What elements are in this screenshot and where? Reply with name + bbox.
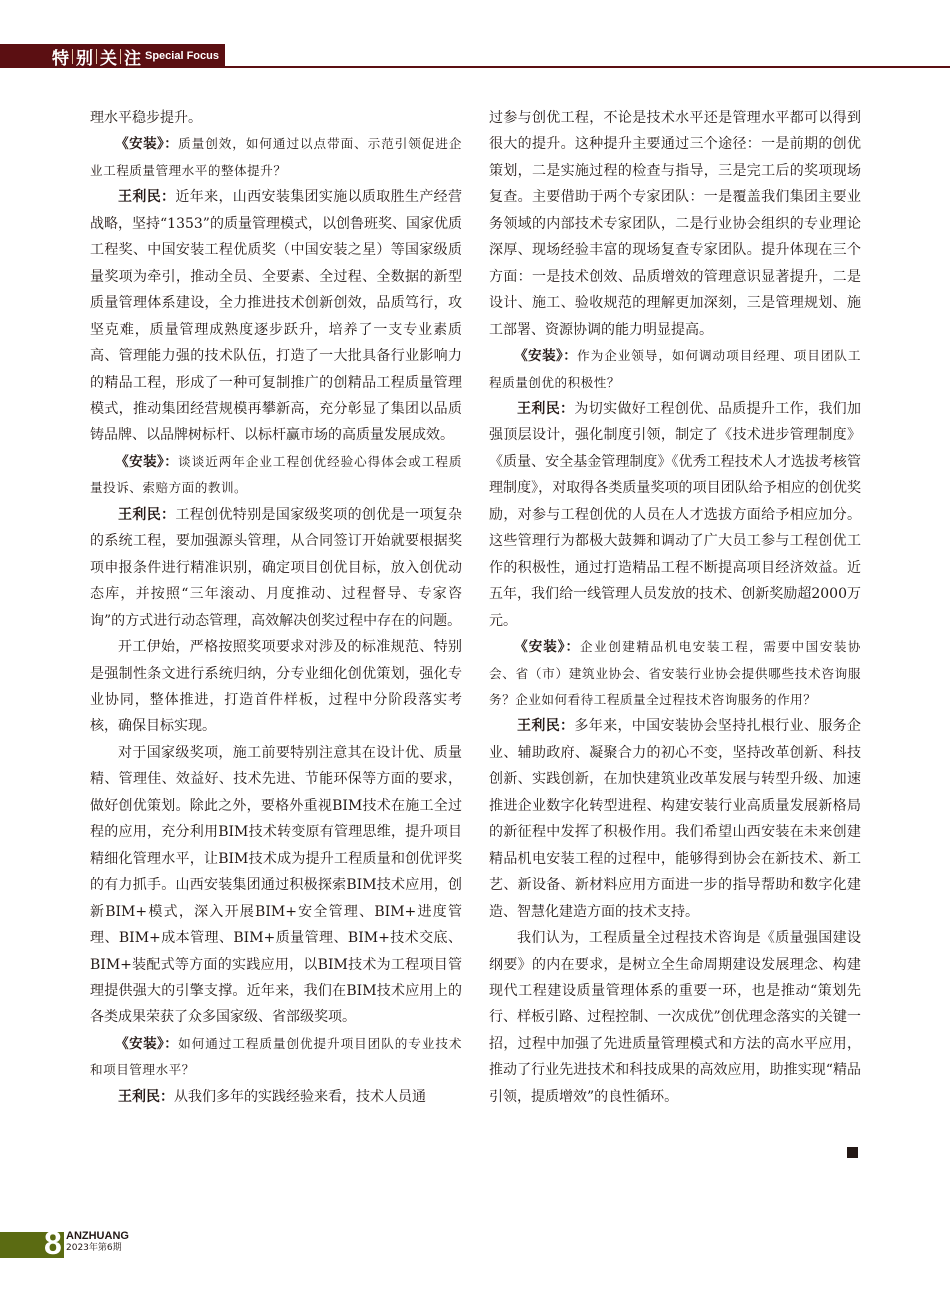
section-header-tab [0, 44, 225, 68]
paragraph-text: 质量创效，如何通过以点带面、示范引领促进企业工程质量管理水平的整体提升？ [90, 136, 463, 178]
paragraph-text: 如何通过工程质量创优提升项目团队的专业技术和项目管理水平？ [90, 1035, 463, 1078]
interview-answer [489, 396, 861, 634]
interviewee-label: 王利民： [517, 400, 575, 417]
interview-answer [90, 502, 462, 634]
end-of-article-mark [847, 1147, 858, 1158]
interview-answer [90, 1084, 462, 1110]
section-title-english: Special Focus [145, 50, 219, 62]
paragraph-text: 谈谈近两年企业工程创优经验心得体会或工程质量投诉、索赔方面的教训。 [90, 453, 463, 496]
section-title [52, 44, 141, 69]
paragraph-text: 对于国家级奖项，施工前要特别注意其在设计优、质量精、管理佳、效益好、技术先进、节能环保等方面的要求，做好创优策划。除此之外，要格外重视BIM技术在施工全过程的应用，充分利用BIM技术转变原有管理思维，提升项目精细化管理水平，让BIM技术成为提升工程质量和创优评奖的有力抓手。山西安装集团通过积极探索BIM技术应用，创新BIM+模式，深入开展BIM+安全管理、BIM+进度管理、BIM+成本管理、BIM+质量管理、BIM+技术交底、BIM+装配式等方面的实践应用，以BIM技术为工程项目管理提供强大的引擎支撑。近年来，我们在BIM技术应用上的各类成果荣获了众多国家级、省部级奖项。 [90, 744, 462, 1026]
page-number: 8 [44, 1225, 62, 1261]
body-paragraph [90, 105, 462, 131]
interview-question [90, 449, 462, 502]
paragraph-text: 作为企业领导，如何调动项目经理、项目团队工程质量创优的积极性？ [489, 348, 862, 390]
paragraph-text: 从我们多年的实践经验来看，技术人员通 [174, 1088, 426, 1105]
section-title-char: 关 [100, 48, 117, 69]
body-paragraph [90, 740, 462, 1031]
title-divider [96, 49, 97, 64]
paragraph-text: 近年来，山西安装集团实施以质取胜生产经营战略，坚持“1353”的质量管理模式，以创鲁班奖、国家优质工程奖、中国安装工程优质奖（中国安装之星）等国家级质量奖项为牵引，推动全员、全要素、全过程、全数据的新型质量管理体系建设，全力推进技术创新创效，品质笃行，攻坚克难，质量管理成熟度逐步跃升，培养了一支专业素质高、管理能力强的技术队伍，打造了一大批具备行业影响力的精品工程，形成了一种可复制推广的创精品工程质量管理模式，推动集团经营规模再攀新高，充分彰显了集团以品质铸品牌、以品牌树标杆、以标杆赢市场的高质量发展成效。 [90, 189, 463, 444]
interviewer-label: 《安装》： [514, 639, 580, 656]
interviewee-label: 王利民： [118, 189, 176, 206]
paragraph-text: 过参与创优工程，不论是技术水平还是管理水平都可以得到很大的提升。这种提升主要通过三个途径：一是前期的创优策划，二是实施过程的检查与指导，三是完工后的奖项现场复查。主要借助于两个专家团队：一是覆盖我们集团主要业务领域的内部技术专家团队，二是行业协会组织的专业理论深厚、现场经验丰富的现场复查专家团队。提升体现在三个方面：一是技术创效、品质增效的管理意识显著提升，二是设计、施工、验收规范的理解更加深刻，三是管理规划、施工部署、资源协调的能力明显提高。 [489, 110, 861, 338]
section-title-char: 特 [52, 48, 69, 69]
interview-question [489, 343, 861, 396]
interview-answer [489, 713, 861, 925]
paragraph-text: 我们认为，工程质量全过程技术咨询是《质量强国建设纲要》的内在要求，是树立全生命周期建设发展理念、构建现代工程建设质量管理体系的重要一环，也是推动“策划先行、样板引路、过程控制、一次成优”创优理念落实的关键一招，过程中加强了先进质量管理模式和方法的高水平应用，推动了行业先进技术和科技成果的高效应用，助推实现“精品引领，提质增效”的良性循环。 [489, 930, 861, 1105]
magazine-name: ANZHUANG [66, 1230, 129, 1242]
title-divider [120, 49, 121, 64]
interview-question [489, 634, 861, 713]
header-rule [225, 44, 950, 68]
interviewer-label: 《安装》： [115, 453, 179, 470]
interview-question [90, 131, 462, 184]
paragraph-text: 开工伊始，严格按照奖项要求对涉及的标准规范、特别是强制性条文进行系统归纳，分专业细化创优策划，强化专业协同，整体推进，打造首件样板，过程中分阶段落实考核，确保目标实现。 [90, 639, 462, 735]
left-column [90, 105, 462, 1110]
paragraph-text: 工程创优特别是国家级奖项的创优是一项复杂的系统工程，要加强源头管理，从合同签订开始就要根据奖项申报条件进行精准识别，确定项目创优目标，放入创优动态库，并按照“三年滚动、月度推动、过程督导、专家咨询”的方式进行动态管理，高效解决创奖过程中存在的问题。 [90, 506, 463, 629]
interview-question [90, 1031, 462, 1084]
section-header [0, 44, 950, 68]
section-title-char: 注 [124, 48, 141, 69]
paragraph-text: 企业创建精品机电安装工程，需要中国安装协会、省（市）建筑业协会、省安装行业协会提供哪些技术咨询服务？企业如何看待工程质量全过程技术咨询服务的作用？ [489, 639, 862, 707]
body-paragraph [489, 105, 861, 343]
interviewee-label: 王利民： [517, 718, 575, 735]
interviewer-label: 《安装》： [514, 348, 578, 365]
interview-answer [90, 184, 462, 449]
section-title-char: 别 [76, 48, 93, 69]
body-paragraph [90, 634, 462, 740]
interviewer-label: 《安装》： [115, 136, 179, 153]
interviewee-label: 王利民： [118, 1088, 174, 1105]
title-divider [72, 49, 73, 64]
right-column [489, 105, 861, 1110]
interviewee-label: 王利民： [118, 506, 176, 523]
issue-label: 2023年第6期 [66, 1243, 122, 1253]
body-paragraph [489, 925, 861, 1110]
paragraph-text: 多年来，中国安装协会坚持扎根行业、服务企业、辅助政府、凝聚合力的初心不变，坚持改革创新、科技创新、实践创新，在加快建筑业改革发展与转型升级、加速推进企业数字化转型进程、构建安装行业高质量发展新格局的新征程中发挥了积极作用。我们希望山西安装在未来创建精品机电安装工程的过程中，能够得到协会在新技术、新工艺、新设备、新材料应用方面进一步的指导帮助和数字化建造、智慧化建造方面的技术支持。 [489, 718, 862, 920]
interviewer-label: 《安装》： [115, 1035, 179, 1052]
paragraph-text: 理水平稳步提升。 [90, 110, 202, 126]
paragraph-text: 为切实做好工程创优、品质提升工作，我们加强顶层设计，强化制度引领，制定了《技术进步管理制度》《质量、安全基金管理制度》《优秀工程技术人才选拔考核管理制度》，对取得各类质量奖项的项目团队给予相应的创优奖励，对参与工程创优的人员在人才选拔方面给予相应加分。这些管理行为都极大鼓舞和调动了广大员工参与工程创优工作的积极性，通过打造精品工程不断提高项目经济效益。近五年，我们给一线管理人员发放的技术、创新奖励超2000万元。 [489, 400, 862, 629]
